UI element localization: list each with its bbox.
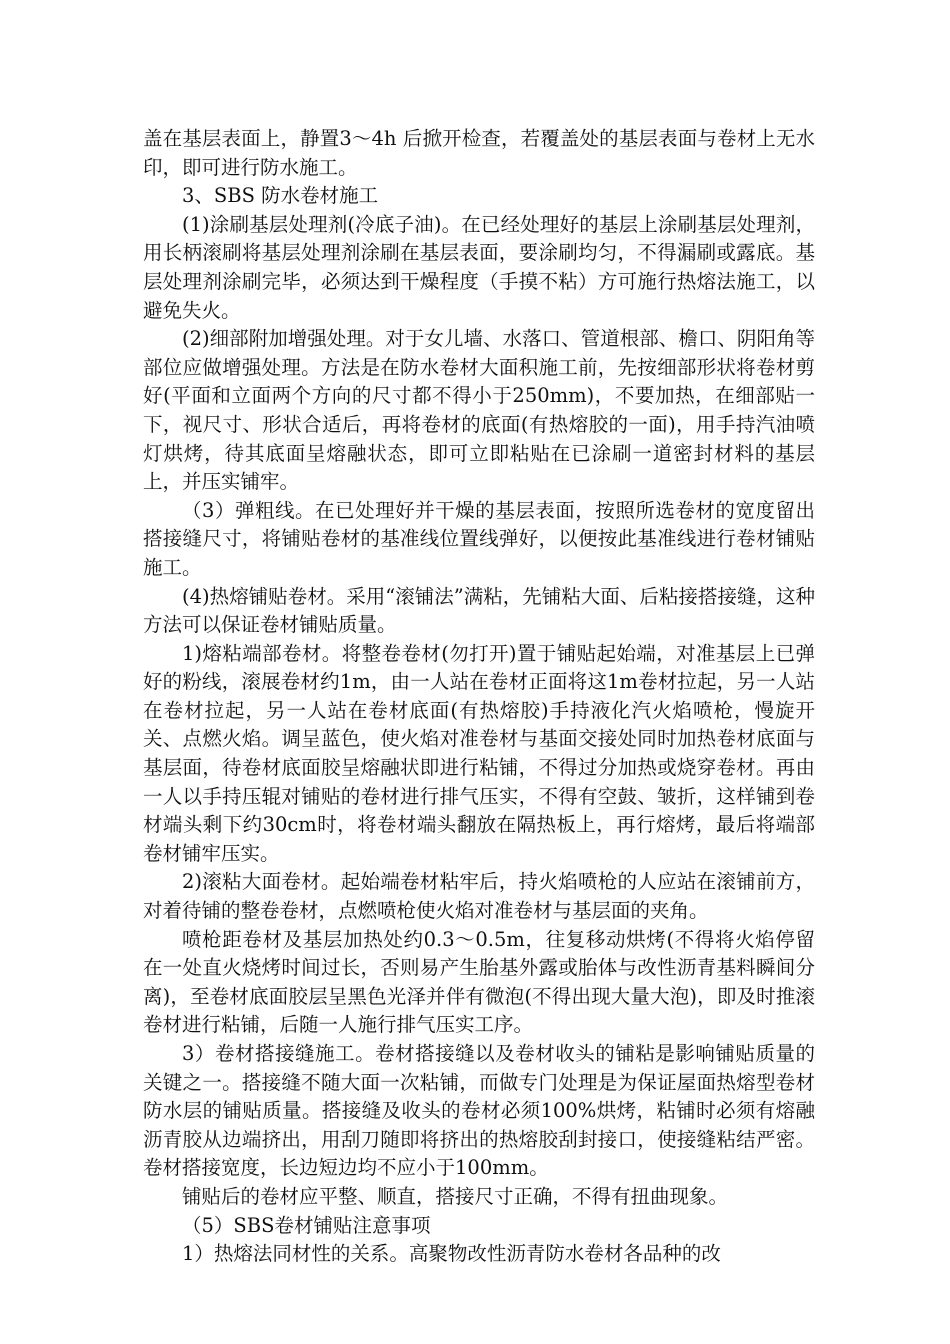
document-body <box>143 125 815 1269</box>
paragraph-step-3: （3）弹粗线。在已处理好并干燥的基层表面，按照所选卷材的宽度留出搭接缝尺寸，将铺贴卷材的基准线位置线弹好，以便按此基准线进行卷材铺贴施工。 <box>143 498 815 579</box>
paragraph-step-5-substep-1: 1）热熔法同材性的关系。高聚物改性沥青防水卷材各品种的改 <box>182 1242 721 1266</box>
paragraph-torch-distance: 喷枪距卷材及基层加热处约0.3～0.5m，往复移动烘烤(不得将火焰停留在一处直火烧烤时间过长，否则易产生胎基外露或胎体与改性沥青基料瞬间分离)，至卷材底面胶层呈黑色光泽并伴有微泡(不得出现大量大泡)，即及时推滚卷材进行粘铺，后随一人施行排气压实工序。 <box>143 927 815 1037</box>
section-heading-sbs-construction: 3、SBS 防水卷材施工 <box>182 184 379 208</box>
paragraph-step-2: (2)细部附加增强处理。对于女儿墙、水落口、管道根部、檐口、阴阳角等部位应做增强处理。方法是在防水卷材大面积施工前，先按细部形状将卷材剪好(平面和立面两个方向的尺寸都不得小于250mm)，不要加热，在细部贴一下，视尺寸、形状合适后，再将卷材的底面(有热熔胶的一面)，用手持汽油喷灯烘烤，待其底面呈熔融状态，即可立即粘贴在已涂刷一道密封材料的基层上，并压实铺牢。 <box>143 327 815 494</box>
paragraph-step-4: (4)热熔铺贴卷材。采用“滚铺法”满粘，先铺粘大面、后粘接搭接缝，这种方法可以保证卷材铺贴质量。 <box>143 584 815 637</box>
paragraph-step-1: (1)涂刷基层处理剂(冷底子油)。在已经处理好的基层上涂刷基层处理剂，用长柄滚刷将基层处理剂涂刷在基层表面，要涂刷均匀，不得漏刷或露底。基层处理剂涂刷完毕，必须达到干燥程度（手摸不粘）方可施行热熔法施工，以避免失火。 <box>143 212 815 322</box>
paragraph-substep-3: 3）卷材搭接缝施工。卷材搭接缝以及卷材收头的铺粘是影响铺贴质量的关键之一。搭接缝不随大面一次粘铺，而做专门处理是为保证屋面热熔型卷材防水层的铺贴质量。搭接缝及收头的卷材必须100%烘烤，粘铺时必须有熔融沥青胶从边端挤出，用刮刀随即将挤出的热熔胶刮封接口，使接缝粘结严密。卷材搭接宽度，长边短边均不应小于100mm。 <box>143 1042 815 1180</box>
paragraph-substep-1: 1)熔粘端部卷材。将整卷卷材(勿打开)置于铺贴起始端，对准基层上已弹好的粉线，滚展卷材约1m，由一人站在卷材正面将这1m卷材拉起，另一人站在卷材拉起，另一人站在卷材底面(有热熔胶)手持液化汽火焰喷枪，慢旋开关、点燃火焰。调呈蓝色，使火焰对准卷材与基面交接处同时加热卷材底面与基层面，待卷材底面胶呈熔融状即进行粘铺，不得过分加热或烧穿卷材。再由一人以手持压辊对铺贴的卷材进行排气压实，不得有空鼓、皱折，这样铺到卷材端头剩下约30cm时，将卷材端头翻放在隔热板上，再行熔烤，最后将端部卷材铺牢压实。 <box>143 641 815 865</box>
paragraph-step-5-heading: （5）SBS卷材铺贴注意事项 <box>182 1213 431 1237</box>
paragraph-continuation: 盖在基层表面上，静置3～4h 后掀开检查，若覆盖处的基层表面与卷材上无水印，即可进行防水施工。 <box>143 127 815 179</box>
paragraph-after-laying: 铺贴后的卷材应平整、顺直，搭接尺寸正确，不得有扭曲现象。 <box>182 1184 729 1208</box>
paragraph-substep-2: 2)滚粘大面卷材。起始端卷材粘牢后，持火焰喷枪的人应站在滚铺前方，对着待铺的整卷卷材，点燃喷枪使火焰对准卷材与基层面的夹角。 <box>143 870 815 923</box>
